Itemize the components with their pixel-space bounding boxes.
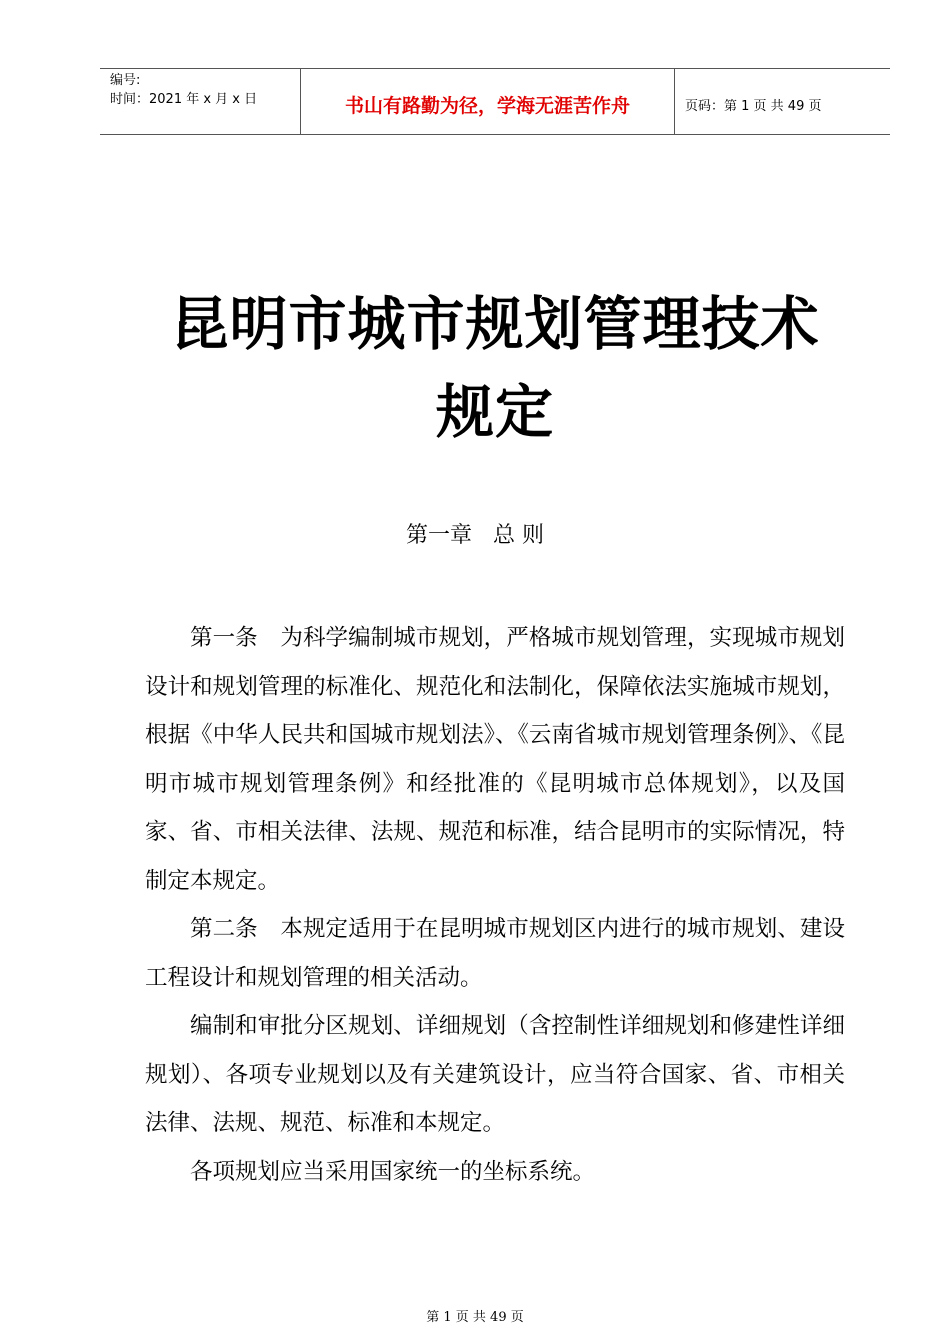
time-label: 时间：2021 年 x 月 x 日 xyxy=(110,92,258,107)
chapter-heading: 第一章 总 则 xyxy=(406,523,544,548)
paragraph: 各项规划应当采用国家统一的坐标系统。 xyxy=(190,1158,596,1185)
page-footer: 第 1 页 共 49 页 xyxy=(426,1310,524,1325)
paragraph: 第二条 本规定适用于在昆明城市规划区内进行的城市规划、建设工程设计和规划管理的相关活动。 xyxy=(145,916,845,991)
page-header xyxy=(100,68,890,135)
document-body xyxy=(145,614,845,1196)
header-motto-cell xyxy=(301,69,675,134)
page-info: 页码：第 1 页 共 49 页 xyxy=(685,99,822,114)
header-meta-cell xyxy=(100,69,301,134)
paragraph: 编制和审批分区规划、详细规划（含控制性详细规划和修建性详细规划）、各项专业规划以及有关建筑设计，应当符合国家、省、市相关法律、法规、规范、标准和本规定。 xyxy=(145,1013,845,1136)
document-title: 昆明市城市规划管理技术规定 xyxy=(170,290,820,446)
number-label: 编号: xyxy=(110,73,141,88)
header-page-cell xyxy=(675,69,890,134)
paragraph: 第一条 为科学编制城市规划，严格城市规划管理，实现城市规划设计和规划管理的标准化、规范化和法制化，保障依法实施城市规划，根据《中华人民共和国城市规划法》、《云南省城市规划管理条例》、《昆明市城市规划管理条例》和经批准的《昆明城市总体规划》，以及国家、省、市相关法律、法规、规范和标准，结合昆明市的实际情况，特制定本规定。 xyxy=(145,625,845,894)
motto-text: 书山有路勤为径，学海无涯苦作舟 xyxy=(344,95,630,117)
